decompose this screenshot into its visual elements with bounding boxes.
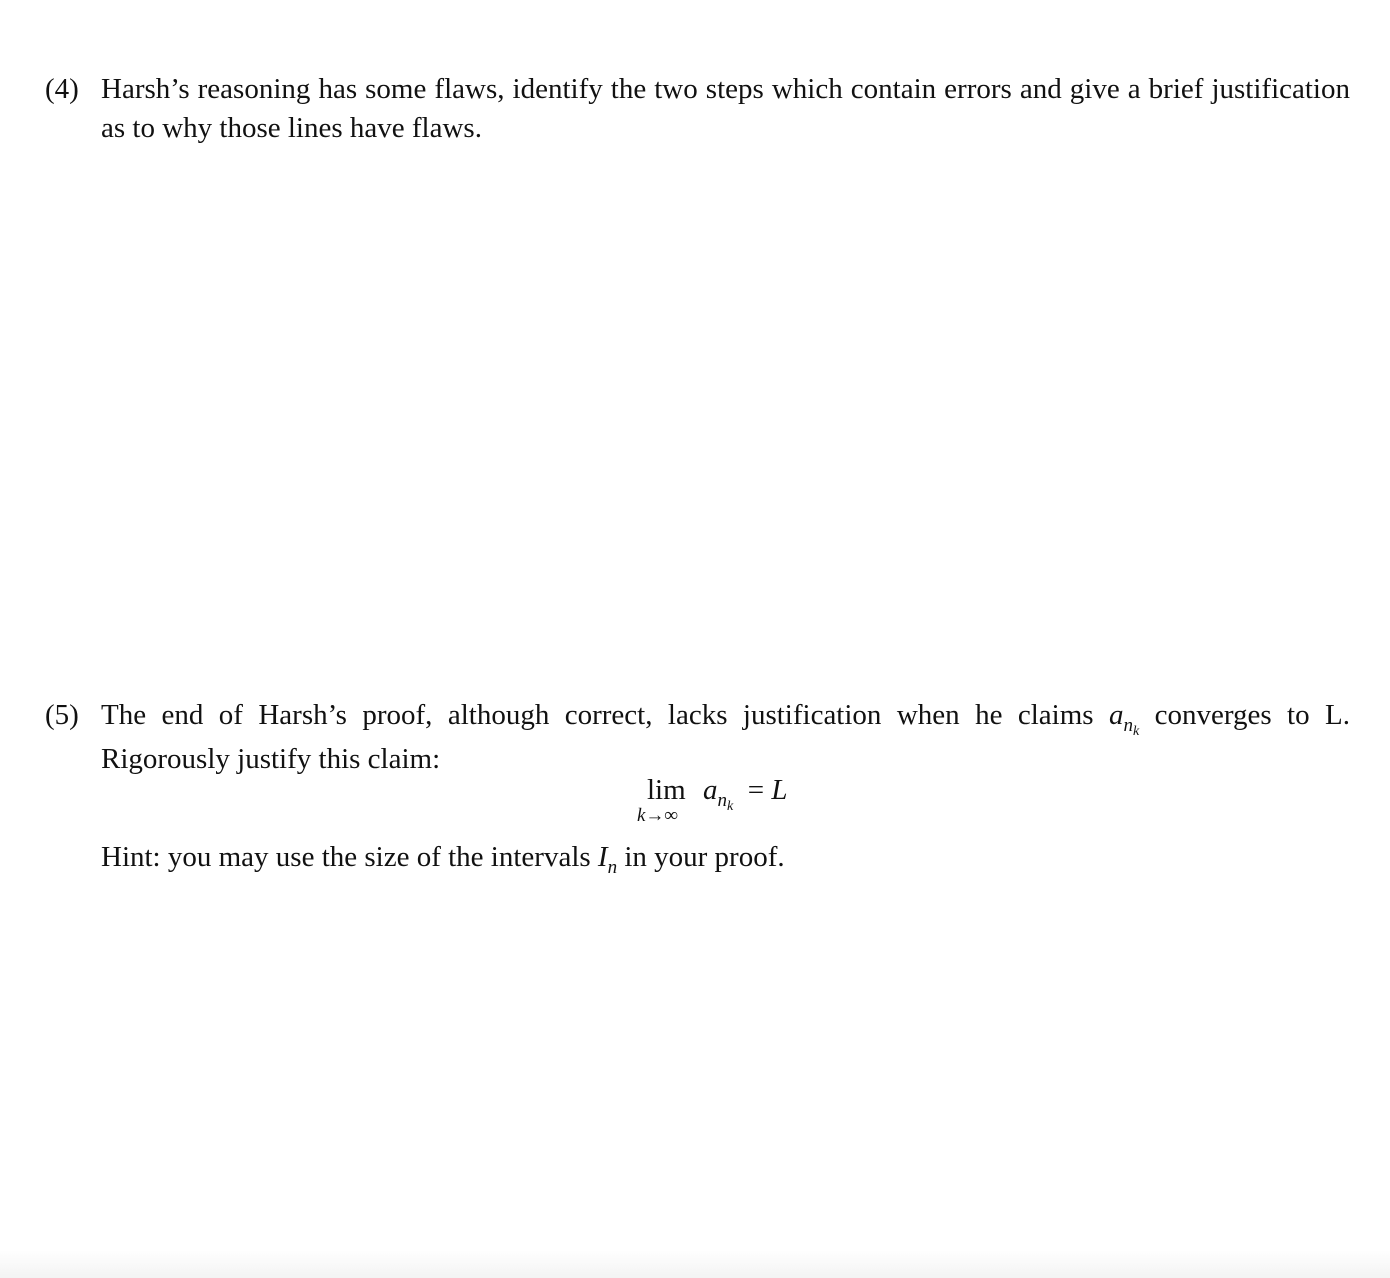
question-5-text-after: converges to L. Rigorously justify this claim: — [101, 699, 1350, 775]
hint-text — [101, 838, 785, 880]
question-4-number: (4) — [45, 73, 79, 105]
page-bottom-edge — [0, 1250, 1390, 1278]
hint-before: Hint: you may use the size of the intervals — [101, 841, 598, 873]
question-4 — [45, 70, 1350, 148]
inline-math-a: a — [1108, 699, 1124, 731]
question-5 — [45, 696, 1350, 779]
formula-lim: lim — [647, 774, 686, 806]
formula-rhs: L — [771, 774, 788, 806]
hint-var-I: I — [597, 841, 608, 873]
question-5-text-before: The end of Harsh’s proof, although correct, lacks justification when he claims — [101, 699, 1109, 731]
question-4-text: Harsh’s reasoning has some flaws, identify the two steps which contain errors and give a brief justification as to why those lines have flaws. — [101, 73, 1350, 144]
formula-lim-subscript: k→∞ — [637, 805, 678, 826]
question-5-number: (5) — [45, 699, 79, 731]
inline-math-sub-n: nk — [1123, 715, 1140, 739]
hint-after: in your proof. — [617, 841, 785, 873]
formula-equals: = — [747, 774, 765, 806]
formula-body: $a_{n_k} = L$ — [703, 774, 788, 814]
display-formula — [635, 772, 835, 832]
hint-var-sub-n: n — [607, 857, 618, 878]
inline-math-subsub-k: k — [1132, 724, 1140, 739]
question-5-text — [101, 696, 1350, 779]
